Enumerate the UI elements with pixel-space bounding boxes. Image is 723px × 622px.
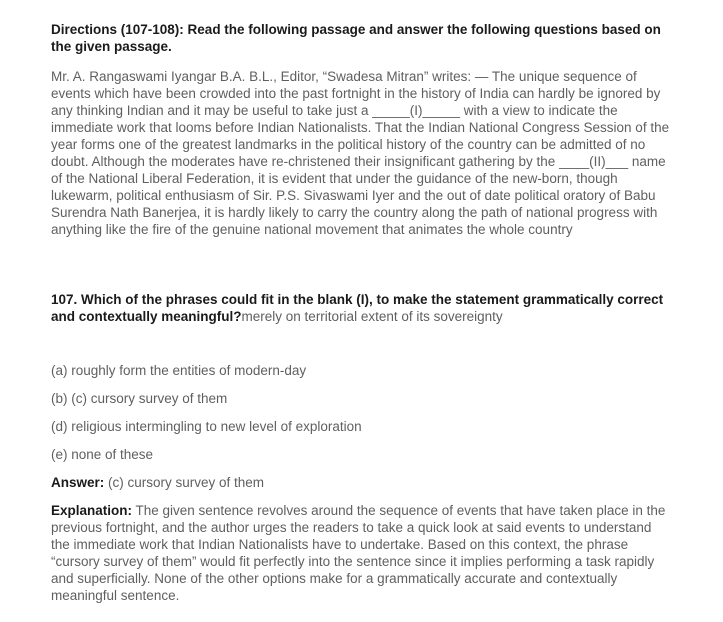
question-107 <box>51 291 672 325</box>
question-107-trailing-text: merely on territorial extent of its sovereignty <box>241 309 503 324</box>
answer-text: (c) cursory survey of them <box>104 475 265 490</box>
option-a: (a) roughly form the entities of modern-day <box>51 363 307 378</box>
option-b: (b) (c) cursory survey of them <box>51 391 228 406</box>
answer-label: Answer: <box>51 475 105 490</box>
explanation-text: The given sentence revolves around the sequence of events that have taken place in the previous fortnight, and the author urges the readers to take a quick look at said events to understand the immediate work that Indian Nationalists have to undertake. Based on this context, the phrase “cursory survey of them” would fit perfectly into the sentence since it implies performing a task rapidly and superficially. None of the other options make for a grammatically accurate and contextually meaningful sentence. <box>51 503 666 603</box>
directions-heading: Directions (107-108): Read the following passage and answer the following questions based on the given passage. <box>51 22 661 54</box>
passage-text: Mr. A. Rangaswami Iyangar B.A. B.L., Editor, “Swadesa Mitran” writes: — The unique sequence of events which have been crowded into the past fortnight in the history of India can hardly be ignored by any thinking Indian and it may be useful to take just a _____(I)_____ with a view to indicate the immediate work that looms before Indian Nationalists. That the Indian National Congress Session of the year forms one of the greatest landmarks in the political history of the country can be admitted of no doubt. Although the moderates have re-christened their insignificant gathering by the ____(II)___ name of the National Liberal Federation, it is evident that under the guidance of the new-born, though lukewarm, political enthusiasm of Sir. P.S. Sivaswami Iyer and the out of date political oratory of Babu Surendra Nath Banerjea, it is hardly likely to carry the country along the path of national progress with anything like the fire of the genuine national movement that animates the whole country <box>51 69 670 237</box>
answer-line <box>51 474 672 491</box>
explanation-label: Explanation: <box>51 503 133 518</box>
question-107-text: 107. Which of the phrases could fit in the blank (I), to make the statement grammatically correct and contextually meaningful? <box>51 292 664 324</box>
option-d: (d) religious intermingling to new level of exploration <box>51 419 362 434</box>
option-e: (e) none of these <box>51 447 154 462</box>
question-page <box>51 21 672 604</box>
explanation-block <box>51 502 672 604</box>
